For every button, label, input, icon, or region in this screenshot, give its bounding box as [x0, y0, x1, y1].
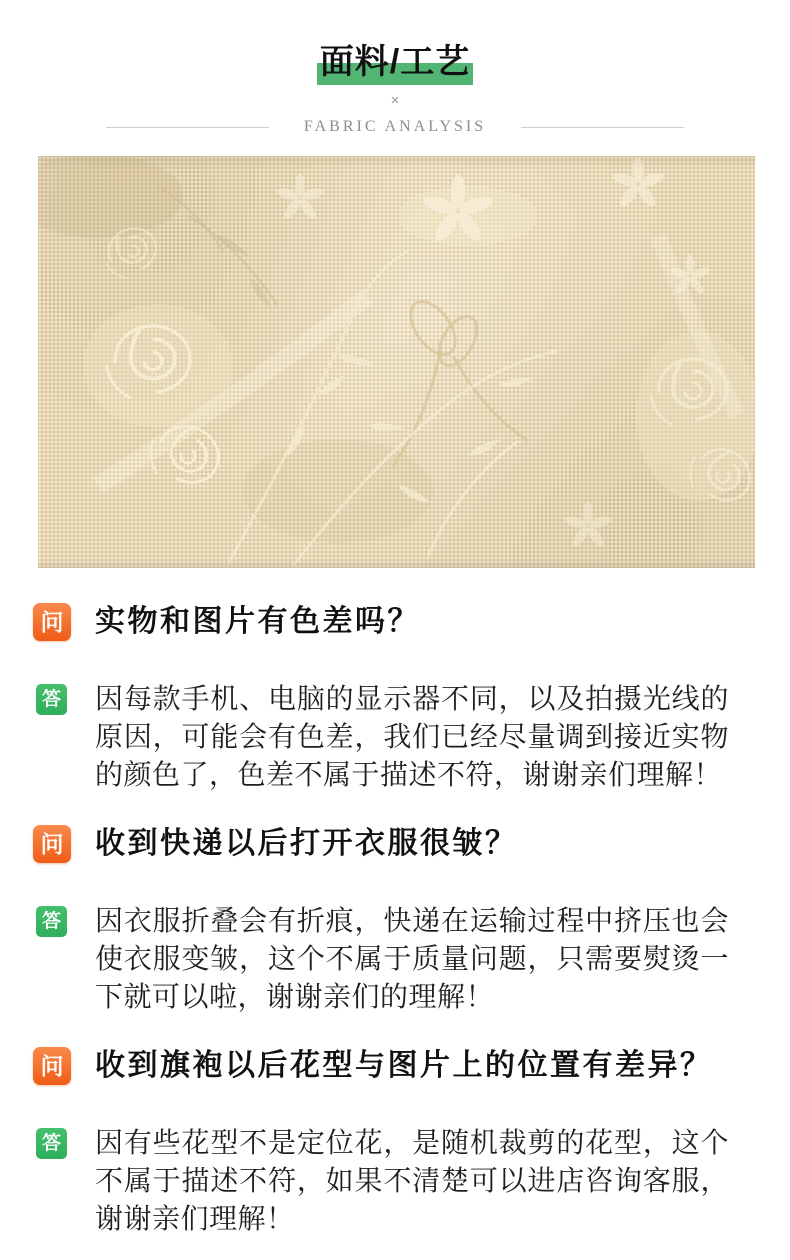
- answer-badge-icon: 答: [36, 1128, 67, 1159]
- right-rule-line: [521, 127, 684, 128]
- question-badge-icon: 问: [33, 603, 71, 641]
- answer-text: 因衣服折叠会有折痕，快递在运输过程中挤压也会使衣服变皱，这个不属于质量问题，只需要熨烫一下就可以啦，谢谢亲们的理解！: [95, 906, 729, 1013]
- left-rule-line: [106, 127, 269, 128]
- answer-row: [33, 1125, 755, 1239]
- question-badge-icon: 问: [33, 1047, 71, 1085]
- question-text: 收到快递以后打开衣服很皱？: [95, 827, 518, 860]
- answer-row: [33, 681, 755, 795]
- cross-divider-icon: ×: [390, 92, 400, 109]
- fabric-floral-pattern: [38, 156, 755, 568]
- question-text: 实物和图片有色差吗？: [95, 605, 420, 638]
- answer-text: 因有些花型不是定位花，是随机裁剪的花型，这个不属于描述不符，如果不清楚可以进店咨询客服，谢谢亲们理解！: [95, 1128, 729, 1235]
- answer-badge-icon: 答: [36, 684, 67, 715]
- section-title-highlight: 面料/工艺: [317, 45, 473, 85]
- fabric-closeup-image: [38, 156, 755, 568]
- question-row: [33, 825, 755, 863]
- section-subtitle: FABRIC ANALYSIS: [303, 118, 487, 135]
- question-row: [33, 1047, 755, 1085]
- question-text: 收到旗袍以后花型与图片上的位置有差异？: [95, 1049, 713, 1082]
- section-subtitle-row: [0, 117, 790, 137]
- answer-badge-icon: 答: [36, 906, 67, 937]
- faq-section: [0, 603, 790, 1239]
- section-title: [0, 0, 790, 85]
- answer-text: 因每款手机、电脑的显示器不同，以及拍摄光线的原因，可能会有色差，我们已经尽量调到接近实物的颜色了，色差不属于描述不符，谢谢亲们理解！: [95, 684, 729, 791]
- question-row: [33, 603, 755, 641]
- question-badge-icon: 问: [33, 825, 71, 863]
- answer-row: [33, 903, 755, 1017]
